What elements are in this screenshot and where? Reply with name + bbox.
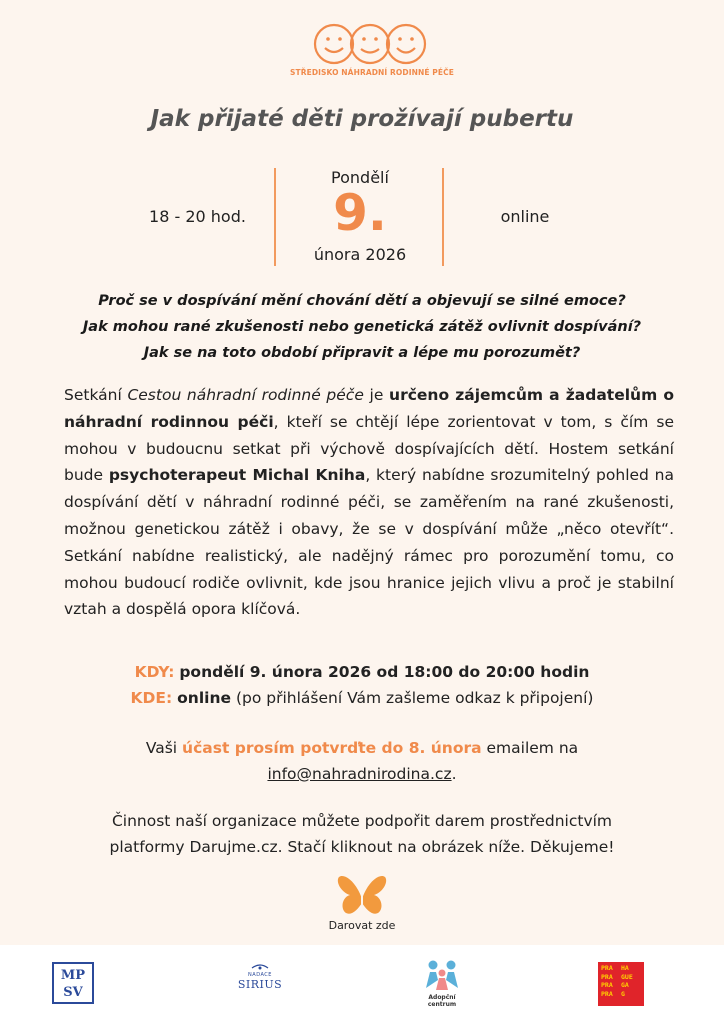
confirmation-block <box>0 735 724 787</box>
donate-label: Darovat zde <box>328 919 396 932</box>
mpsv-bottom: SV <box>63 985 83 1000</box>
email-end: . <box>451 765 457 783</box>
praha-cell: GA <box>621 981 629 989</box>
praha-cell: HA <box>621 964 629 972</box>
confirmation-line <box>0 735 724 761</box>
sirius-star-icon <box>250 962 270 972</box>
divider-right <box>442 168 444 266</box>
organization-logo <box>290 22 454 84</box>
mpsv-logo <box>52 962 94 1004</box>
sirius-logo <box>232 962 288 1008</box>
praha-row <box>601 990 641 999</box>
praha-cell: PRA <box>601 972 613 981</box>
adoption-center-logo <box>420 958 464 1016</box>
praha-cell: GUE <box>621 972 633 981</box>
event-details <box>0 659 724 711</box>
body-text-1: Setkání <box>64 386 128 404</box>
praha-row <box>601 964 641 973</box>
description-paragraph <box>64 382 674 623</box>
support-line-2: platformy Darujme.cz. Stačí kliknout na obrázek níže. Děkujeme! <box>109 838 615 856</box>
support-line-1: Činnost naší organizace můžete podpořit darem prostřednictvím <box>111 812 613 830</box>
butterfly-icon <box>336 873 388 917</box>
when-line <box>0 659 724 685</box>
mpsv-top: MP <box>60 968 86 983</box>
event-time: 18 - 20 hod. <box>149 207 246 226</box>
body-guest-name: psychoterapeut Michal Kniha <box>108 466 366 485</box>
praha-row <box>601 973 641 982</box>
where-line <box>0 685 724 711</box>
family-icon <box>422 958 462 994</box>
body-target-audience: určeno zájemcům a žadatelům o náhradní rodinnou péči <box>64 386 675 431</box>
event-month-year: února 2026 <box>313 245 407 264</box>
praha-cell: G <box>621 989 625 998</box>
praha-cell: PRA <box>601 964 613 972</box>
confirm-prefix: Vaši <box>145 739 183 757</box>
where-value: online <box>177 689 232 707</box>
logo-text: STŘEDISKO NÁHRADNÍ RODINNÉ PÉČE <box>290 68 454 77</box>
praha-row <box>601 981 641 990</box>
adopt-line-2: centrum <box>427 1001 457 1008</box>
divider-left <box>274 168 276 266</box>
sirius-small-text: NADACE <box>248 972 272 978</box>
question-3: Jak se na toto období připravit a lépe mu porozumět? <box>143 345 581 361</box>
event-day-number: 9. <box>333 184 387 242</box>
email-link[interactable]: info@nahradnirodina.cz <box>267 765 452 783</box>
support-text <box>0 808 724 860</box>
questions-block <box>30 288 694 366</box>
body-program-name: Cestou náhradní rodinné péče <box>127 386 364 404</box>
praha-cell: PRA <box>601 981 613 989</box>
event-format: online <box>500 207 550 226</box>
when-value: pondělí 9. února 2026 od 18:00 do 20:00 hodin <box>179 663 590 681</box>
praha-cell: PRA <box>601 989 613 998</box>
event-day-name: Pondělí <box>331 168 389 187</box>
question-1: Proč se v dospívání mění chování dětí a objevují se silné emoce? <box>98 293 626 309</box>
email-line <box>0 761 724 787</box>
donate-button[interactable] <box>318 873 406 932</box>
page-title: Jak přijaté děti prožívají pubertu <box>150 106 574 132</box>
prague-city-logo <box>598 962 644 1006</box>
body-text-2: je <box>363 386 390 404</box>
body-text-3: , kteří se chtějí lépe zorientovat v tom, s čím se mohou v budoucnu setkat při výchově dospívajících dětí. Hostem setkání bude <box>64 412 674 485</box>
confirm-deadline: účast prosím potvrďte do 8. února <box>182 739 482 757</box>
where-note: (po přihlášení Vám zašleme odkaz k připojení) <box>235 689 594 707</box>
faces-logo-icon <box>310 22 430 66</box>
sirius-big-text: SIRIUS <box>237 978 283 991</box>
when-label: KDY: <box>134 663 175 681</box>
body-text-4: , který nabídne srozumitelný pohled na dospívání dětí v náhradní rodinné péči, se zaměřením na rané zkušenosti, možnou genetickou zátěž i obavy, že se v dospívání může „něco otevřít“. Setkání nabídne realistický, ale nadějný rámec pro porozumění tomu, co mohou budoucí rodiče ovlivnit, kde jsou hranice jejich vlivu a proč je stabilní vztah a dospělá opora klíčová. <box>64 466 674 619</box>
question-2: Jak mohou rané zkušenosti nebo genetická zátěž ovlivnit dospívání? <box>82 319 642 335</box>
where-label: KDE: <box>130 689 173 707</box>
adopt-line-1: Adopční <box>428 994 456 1001</box>
confirm-suffix: emailem na <box>481 739 579 757</box>
